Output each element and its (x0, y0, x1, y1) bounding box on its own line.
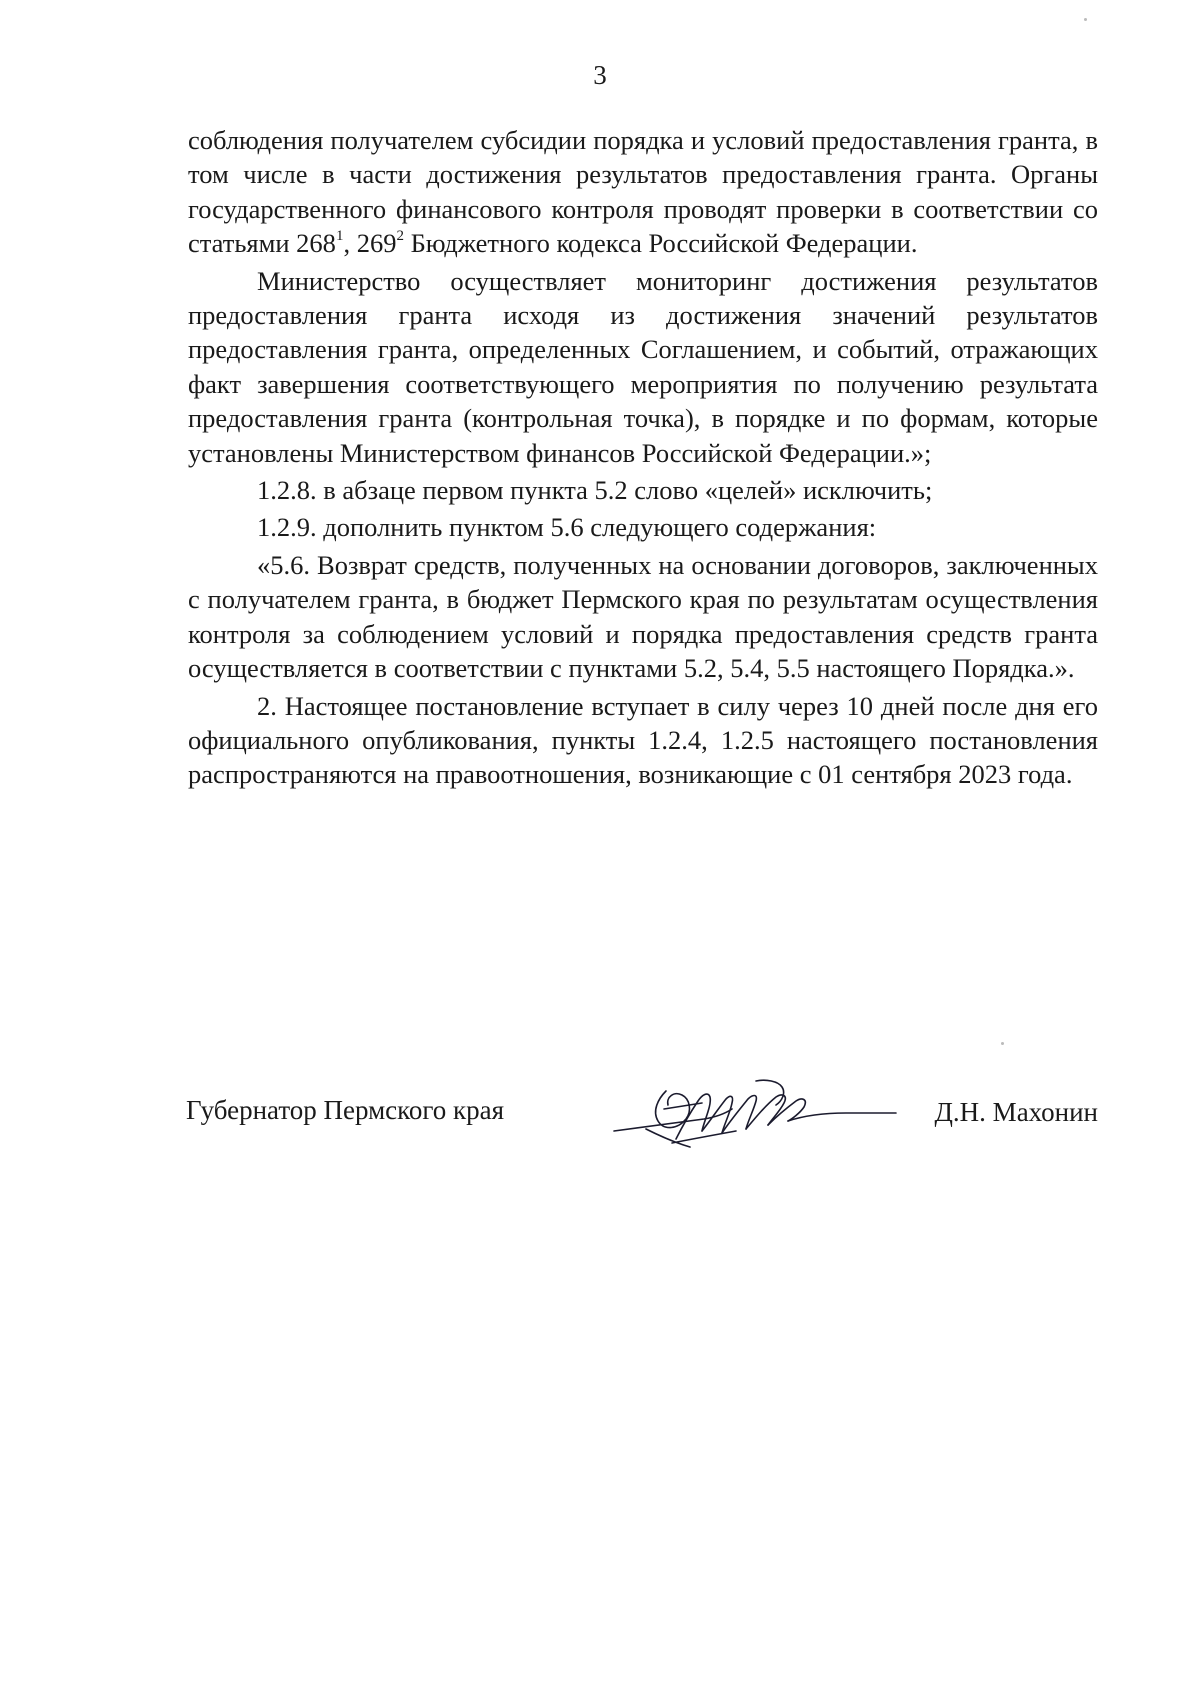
paragraph-control (188, 123, 1098, 261)
page-number: 3 (593, 60, 607, 90)
paragraph-monitoring: Министерство осуществляет мониторинг достижения результатов предоставления гранта исходя из достижения значений результатов предоставления гранта, определенных Соглашением, и событий, отражающих факт завершения соответствующего мероприятия по получению результата предоставления гранта (контрольная точка), в порядке и по формам, которые установлены Министерством финансов Российской Федерации.»; (188, 265, 1098, 468)
signer-title: Губернатор Пермского края (186, 1095, 505, 1125)
paragraph-control-text-1: соблюдения получателем субсидии порядка и условий предоставления гранта, в том числе в части достижения результатов предоставления гранта. Органы государственного финансового контроля проводят проверки в соответствии со статьями 268 (188, 125, 1098, 259)
superscript-1: 1 (335, 228, 344, 245)
superscript-2: 2 (396, 228, 404, 245)
document-body (188, 123, 1098, 792)
paragraph-effective-date: 2. Настоящее постановление вступает в силу через 10 дней после дня его официального опубликования, пункты 1.2.4, 1.2.5 настоящего постановления распространяются на правоотношения, возникающие с 01 сентября 2023 года. (188, 690, 1098, 790)
signer-name: Д.Н. Махонин (934, 1097, 1098, 1127)
paragraph-item-1-2-9: 1.2.9. дополнить пунктом 5.6 следующего содержания: (257, 512, 877, 543)
paragraph-item-1-2-8: 1.2.8. в абзаце первом пункта 5.2 слово «целей» исключить; (257, 475, 933, 506)
handwritten-signature (606, 1069, 906, 1159)
scan-speck (1001, 1042, 1004, 1045)
paragraph-item-5-6: «5.6. Возврат средств, полученных на основании договоров, заключенных с получателем гранта, в бюджет Пермского края по результатам осуществления контроля за соблюдением условий и порядка предоставления средств гранта осуществляется в соответствии с пунктами 5.2, 5.4, 5.5 настоящего Порядка.». (188, 549, 1098, 684)
paragraph-control-text-2: , 269 (343, 228, 397, 259)
signature-block (186, 1083, 1098, 1143)
scan-speck (1084, 18, 1087, 21)
paragraph-control-text-3: Бюджетного кодекса Российской Федерации. (403, 228, 918, 259)
